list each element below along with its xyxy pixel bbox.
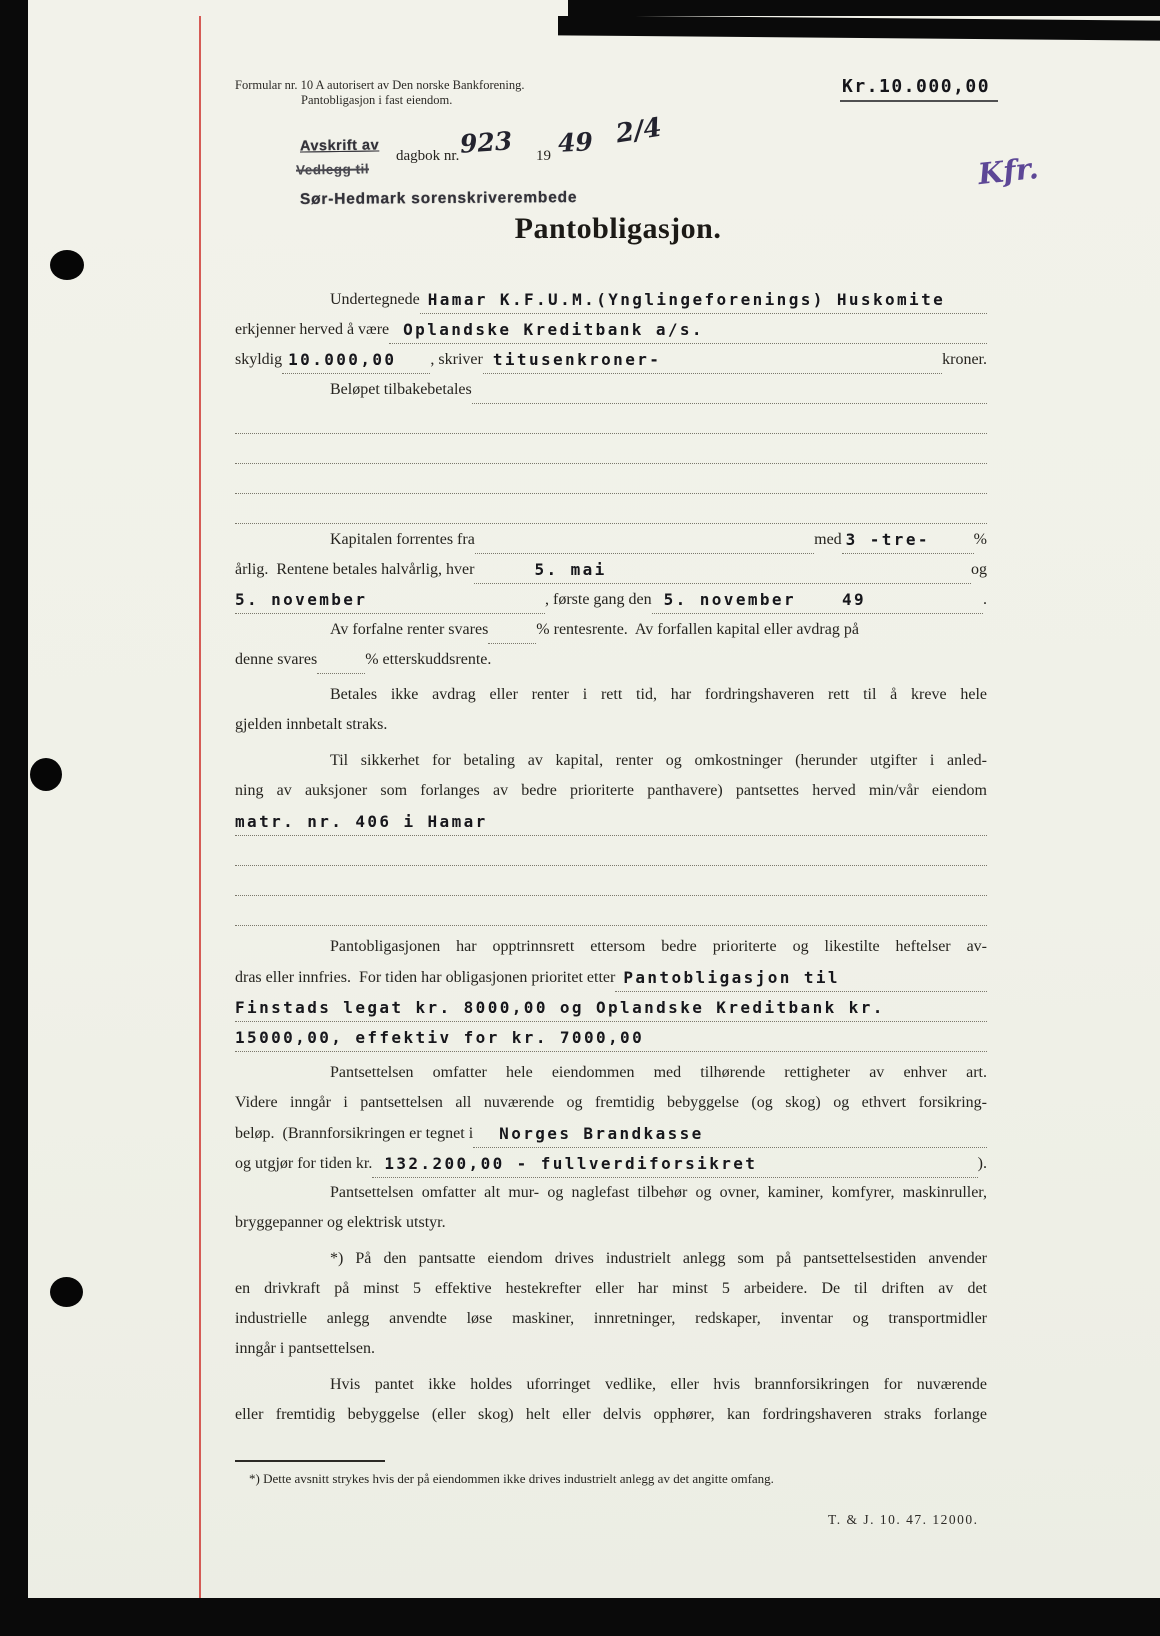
blank-dotted-line <box>235 434 987 464</box>
priority-line1-typed: Pantobligasjon til <box>623 968 840 987</box>
punch-hole <box>30 758 62 791</box>
first-due-row <box>235 584 987 614</box>
dotted-gap <box>317 645 365 674</box>
paragraph-line: Pantsettelsen omfatter alt mur- og naglefast tilbehør og ovner, kaminer, komfyrer, maskinruller, <box>330 1184 987 1201</box>
form-note-line1: Formular nr. 10 A autorisert av Den norske Bankforening. <box>235 78 525 92</box>
debtor-name-typed: Hamar K.F.U.M.(Ynglingeforenings) Huskomite <box>427 290 946 309</box>
kroner-label: kroner. <box>942 351 987 368</box>
blank-dotted-line <box>235 896 987 926</box>
amount-top: Kr.10.000,00 <box>840 76 998 102</box>
dagbok-number-handwritten: 923 <box>459 126 514 159</box>
dotted-line <box>235 435 987 464</box>
priority-intro-label: dras eller innfries. For tiden har obligasjonen prioritet etter <box>235 969 616 986</box>
property-typed: matr. nr. 406 i Hamar <box>235 812 488 831</box>
printer-mark: T. & J. 10. 47. 12000. <box>828 1512 979 1527</box>
creditor-row <box>235 314 987 344</box>
amount-fill-line <box>282 345 430 374</box>
paragraph-line: Pantsettelsen omfatter hele eiendommen med tilhørende rettigheter av enhver art. <box>330 1064 987 1081</box>
scan-artifact-band <box>558 16 1160 41</box>
paragraph-line: inngår i pantsettelsen. <box>235 1340 375 1357</box>
period-label: . <box>983 591 987 608</box>
compound-interest-row <box>235 614 987 644</box>
interest-label: Kapitalen forrentes fra <box>330 531 475 548</box>
date-handwritten: 2/4 <box>613 112 664 150</box>
term2-typed: 5. november <box>235 590 368 609</box>
first-due-typed: 5. november <box>663 590 797 609</box>
form-note-line2: Pantobligasjon i fast eiendom. <box>301 93 453 107</box>
year-prefix-printed: 19 <box>536 148 551 164</box>
amount-row <box>235 344 987 374</box>
dotted-line <box>235 897 987 926</box>
debtor-row <box>235 284 987 314</box>
rate-fill-line <box>842 525 974 554</box>
priority-fill-line <box>235 1023 987 1052</box>
priority-line3-typed: 15000,00, effektiv for kr. 7000,00 <box>235 1028 645 1047</box>
document-page <box>28 16 1160 1598</box>
interest-rate-typed: 3 -tre- <box>845 530 930 549</box>
amount-words-fill-line <box>483 345 942 374</box>
insurance-fill-line <box>473 1119 987 1148</box>
erkjenner-label: erkjenner herved å være <box>235 321 390 338</box>
med-label: med <box>814 531 842 548</box>
punch-hole <box>50 1277 83 1307</box>
etterskudd-label: % etterskuddsrente. <box>365 651 492 668</box>
paragraph-line: *) På den pantsatte eiendom drives industrielt anlegg som på pantsettelsestiden anvender <box>330 1250 987 1267</box>
undertegnede-label: Undertegnede <box>330 291 420 308</box>
paragraph-betales <box>235 680 987 740</box>
interest-rate-row <box>235 524 987 554</box>
paragraph-hvis <box>235 1370 987 1430</box>
paper-top-edge <box>28 0 568 16</box>
margin-red-line <box>199 16 201 1598</box>
creditor-fill-line <box>389 315 987 344</box>
paragraph-line: bryggepanner og elektrisk utstyr. <box>235 1214 446 1231</box>
paragraph-line: Til sikkerhet for betaling av kapital, renter og omkostninger (herunder utgifter i anled- <box>330 752 987 769</box>
paragraph-opptrinn <box>235 932 987 962</box>
dotted-line <box>235 495 987 524</box>
form-authorization-note <box>235 78 525 108</box>
paragraph-line: ning av auksjoner som forlanges av bedre prioriterte panthavere) pantsettes herved min/vår eiendom <box>235 782 987 799</box>
footnote-text: *) Dette avsnitt strykes hvis der på eiendommen ikke drives industrielt anlegg av det angitte omfang. <box>249 1471 774 1486</box>
paragraph-line: Pantobligasjonen har opptrinnsrett ettersom bedre prioriterte og likestilte heftelser av- <box>330 938 987 955</box>
rentesrente-label: % rentesrente. Av forfallen kapital eller avdrag på <box>536 621 859 638</box>
amount-typed: 10.000,00 <box>288 350 397 369</box>
court-office-stamp: Sør-Hedmark sorenskriverembede <box>299 189 578 208</box>
first-due-year-typed: 49 <box>842 590 867 609</box>
document-body <box>235 284 987 1430</box>
repayment-row <box>235 374 987 404</box>
paragraph-industri <box>235 1244 987 1364</box>
utgjor-label: og utgjør for tiden kr. <box>235 1155 373 1172</box>
paragraph-pantsettelsen-1 <box>235 1058 987 1118</box>
footnote-separator <box>235 1460 385 1462</box>
term2-fill-line <box>235 585 545 614</box>
insurance-company-typed: Norges Brandkasse <box>499 1124 704 1143</box>
insurance-company-row <box>235 1118 987 1148</box>
priority-fill-line <box>235 993 987 1022</box>
blank-dotted-line <box>235 404 987 434</box>
repay-label: Beløpet tilbakebetales <box>330 381 472 398</box>
term1-typed: 5. mai <box>534 560 607 579</box>
paragraph-line: Videre inngår i pantsettelsen all nuværende og fremtidig bebyggelse (og skog) og ethvert forsikring- <box>235 1094 987 1111</box>
forste-gang-label: , første gang den <box>545 591 652 608</box>
kfr-handwritten-annotation: Kfr. <box>976 150 1041 192</box>
footnote <box>235 1460 774 1487</box>
denne-svares-label: denne svares <box>235 651 318 668</box>
insurance-value-row <box>235 1148 987 1178</box>
priority-row-3 <box>235 1022 987 1052</box>
insurance-value-typed: 132.200,00 - fullverdiforsikret <box>384 1154 758 1173</box>
vedlegg-til-stamp-struck: Vedlegg til <box>295 161 370 178</box>
paragraph-sikkerhet <box>235 746 987 806</box>
priority-line2-typed: Finstads legat kr. 8000,00 og Oplandske Kreditbank kr. <box>235 998 885 1017</box>
dagbok-nr-label: dagbok nr. <box>396 148 460 164</box>
percent-label: % <box>973 531 987 548</box>
blank-dotted-line <box>235 464 987 494</box>
priority-row-2 <box>235 992 987 1022</box>
blank-dotted-line <box>235 494 987 524</box>
avskrift-av-stamp: Avskrift av <box>299 137 380 155</box>
tegnet-label: beløp. (Brannforsikringen er tegnet i <box>235 1125 474 1142</box>
priority-fill-line <box>615 963 987 992</box>
paragraph-line: industrielle anlegg anvendte løse maskiner, innretninger, redskaper, inventar og transportmidler <box>235 1310 987 1327</box>
repay-fill-line <box>472 375 987 404</box>
year-handwritten: 49 <box>557 127 594 158</box>
paragraph-line: en drivkraft på minst 5 effektive hestekrefter eller har minst 5 arbeidere. De til driften av det <box>235 1280 987 1297</box>
creditor-name-typed: Oplandske Kreditbank a/s. <box>403 320 704 339</box>
dotted-line <box>235 465 987 494</box>
etterskudd-row <box>235 644 987 674</box>
blank-dotted-line <box>235 866 987 896</box>
punch-hole <box>50 250 84 280</box>
blank-dotted-line <box>235 836 987 866</box>
skyldig-label: skyldig <box>235 351 283 368</box>
priority-intro-row <box>235 962 987 992</box>
forfalne-label: Av forfalne renter svares <box>330 621 489 638</box>
dotted-line <box>235 405 987 434</box>
paragraph-line: Hvis pantet ikke holdes uforringet vedlike, eller hvis brannforsikringen for nuværende <box>330 1376 987 1393</box>
insurance-value-fill-line <box>372 1149 977 1178</box>
interest-terms-row <box>235 554 987 584</box>
paragraph-line: gjelden innbetalt straks. <box>235 716 388 733</box>
dotted-line <box>235 867 987 896</box>
amount-words-typed: titusenkroner- <box>492 350 662 369</box>
debtor-fill-line <box>420 285 987 314</box>
insurance-close-label: ). <box>977 1155 987 1172</box>
term1-fill-line <box>474 555 971 584</box>
paragraph-line: eller fremtidig bebyggelse (eller skog) helt eller delvis opphører, kan fordringshaveren straks forlange <box>235 1406 987 1423</box>
dotted-gap <box>488 615 536 644</box>
interest-fill-line <box>475 525 814 554</box>
halvarlig-label: årlig. Rentene betales halvårlig, hver <box>235 561 475 578</box>
paragraph-pantsettelsen-2 <box>235 1178 987 1238</box>
first-due-fill-line <box>652 585 983 614</box>
og-label: og <box>971 561 987 578</box>
paragraph-line: Betales ikke avdrag eller renter i rett tid, har fordringshaveren rett til å kreve hele <box>330 686 987 703</box>
dotted-line <box>235 837 987 866</box>
property-row <box>235 806 987 836</box>
skriver-label: , skriver <box>430 351 483 368</box>
document-title: Pantobligasjon. <box>514 212 722 245</box>
property-fill-line <box>235 807 987 836</box>
